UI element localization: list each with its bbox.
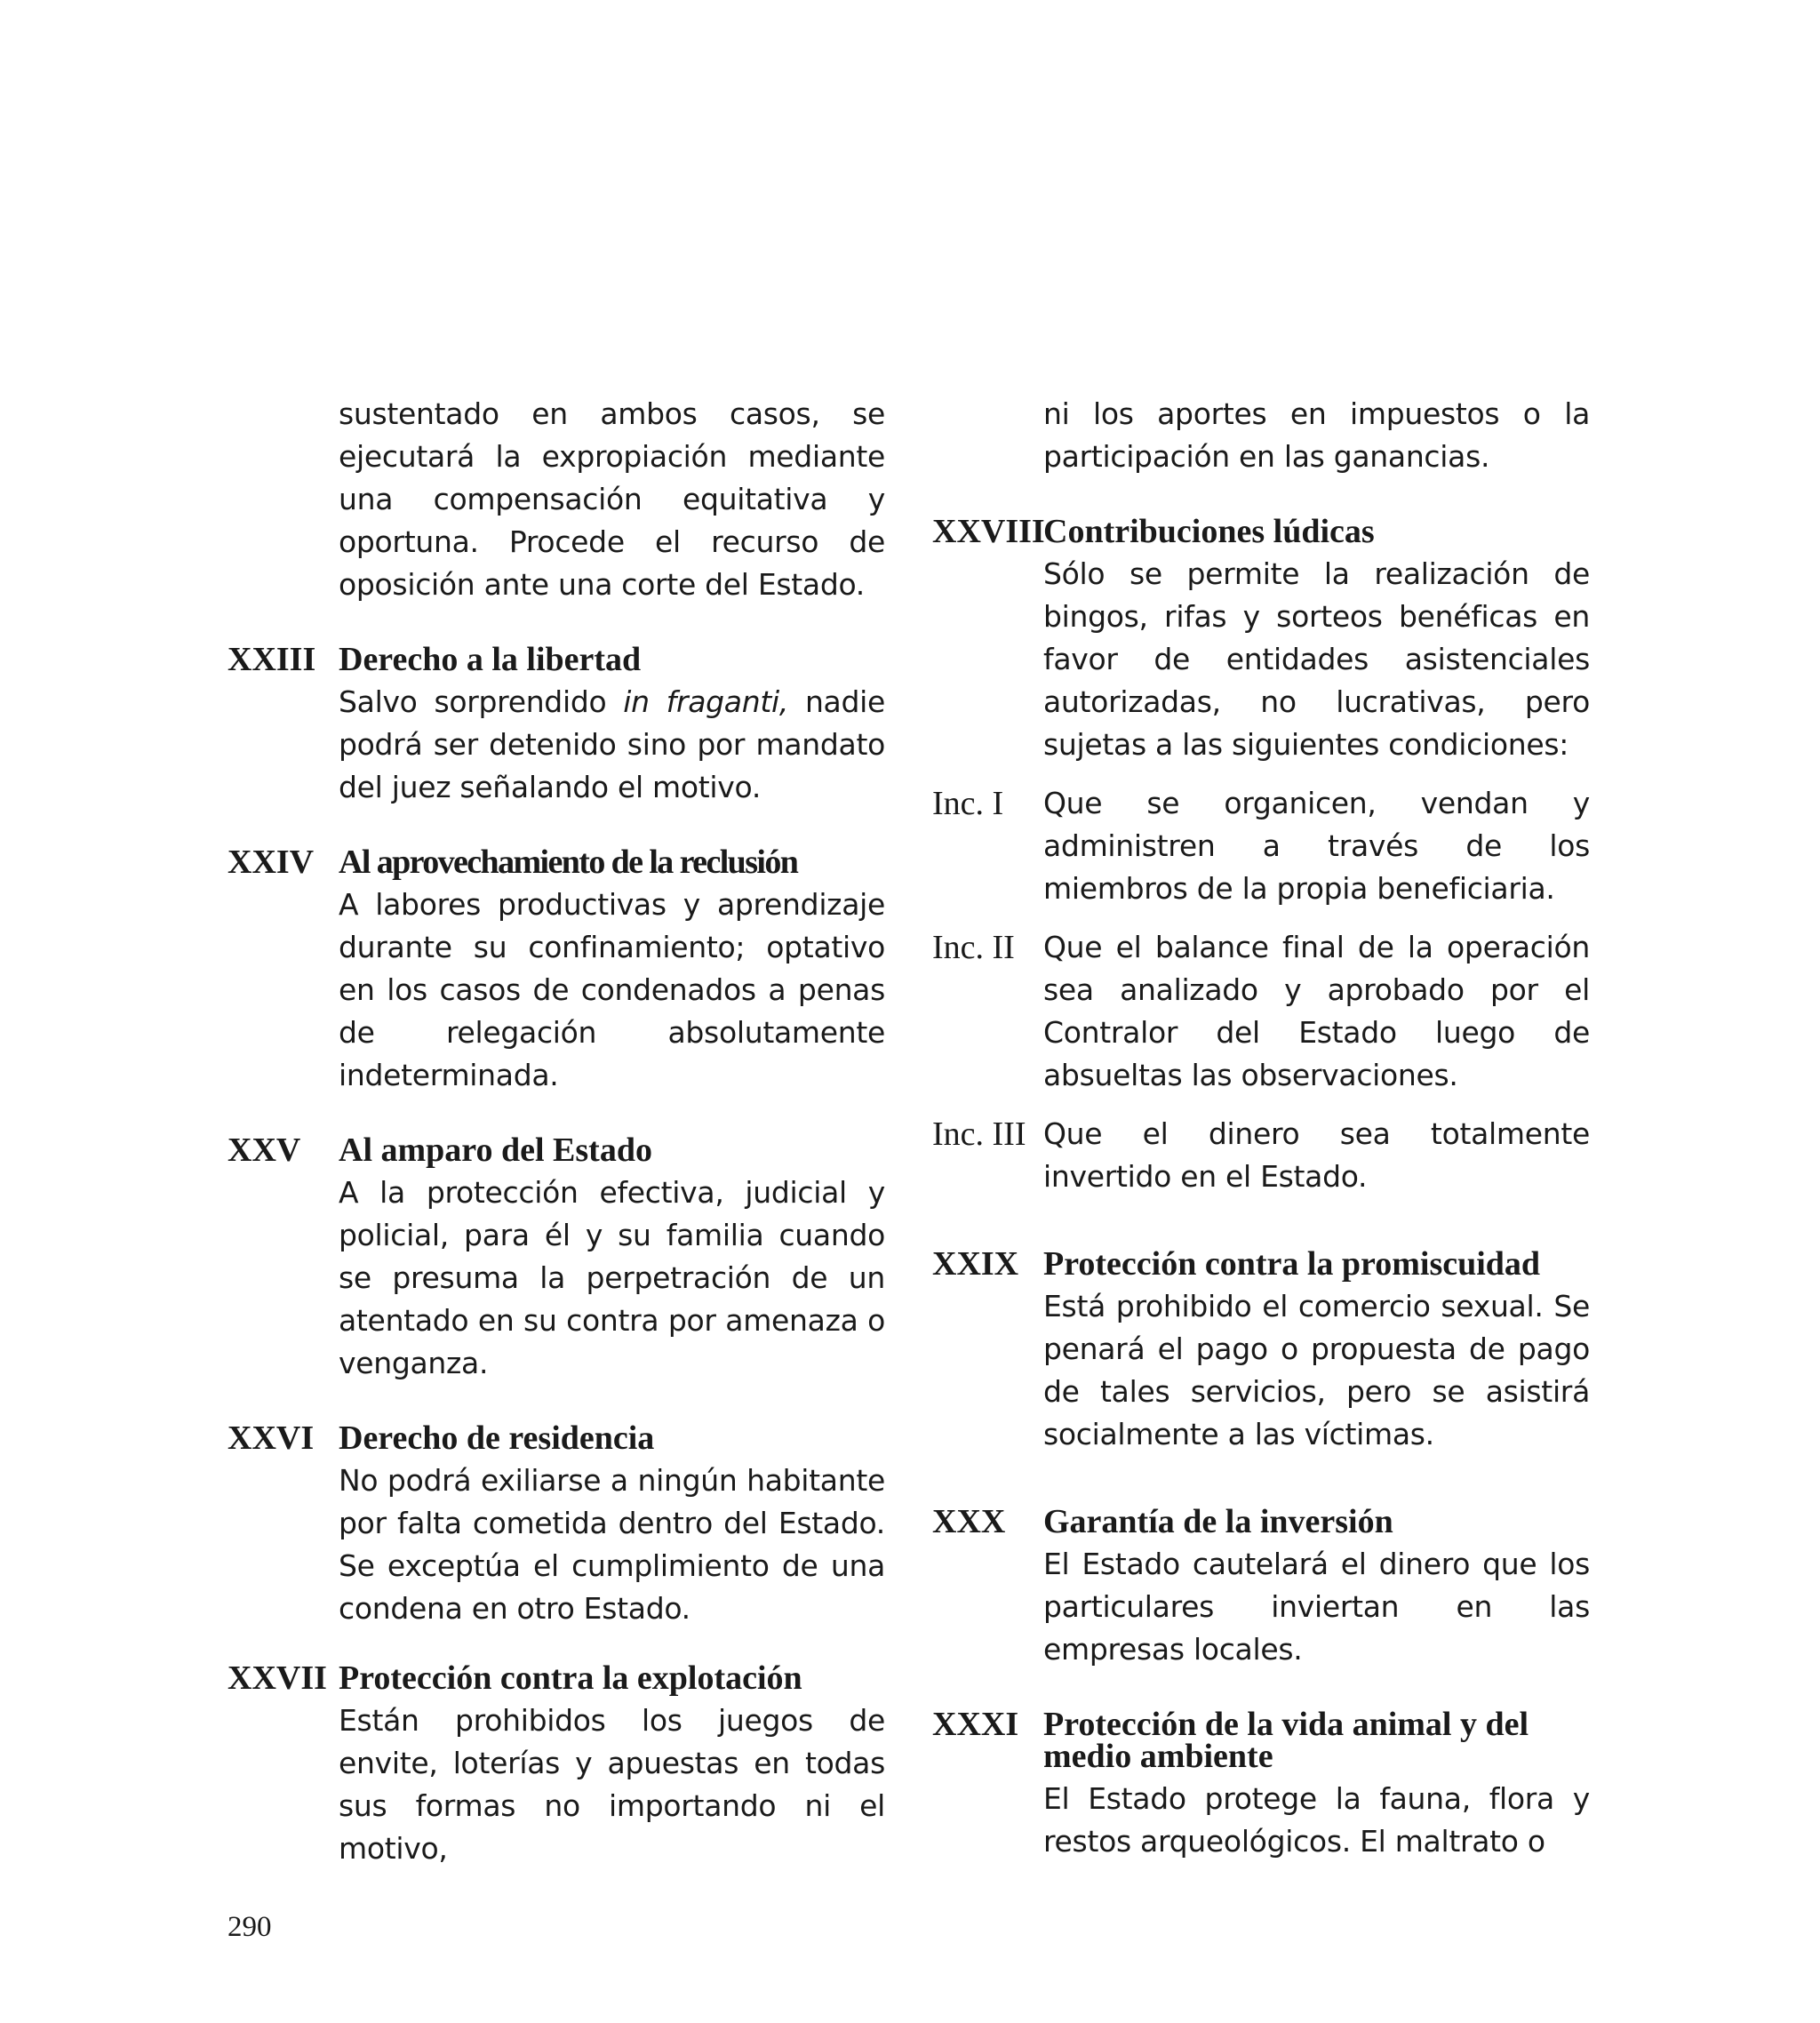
right-column: [932, 393, 1590, 1863]
inciso-ii: [932, 926, 1590, 1097]
article-xxiv: [228, 841, 885, 1097]
italic-term: in fraganti,: [623, 684, 789, 719]
inciso-text: Que el dinero sea totalmente invertido en el Estado.: [1043, 1116, 1590, 1194]
continuation-paragraph: [932, 393, 1590, 478]
article-text: Están prohibidos los juegos de envite, loterías y apuestas en todas sus formas no importando ni el motivo,: [339, 1703, 885, 1866]
article-xxix: [932, 1243, 1590, 1456]
article-numeral: XXIX: [932, 1245, 1019, 1283]
inciso-label: Inc. III: [932, 1115, 1026, 1153]
article-title: Derecho de residencia: [339, 1419, 655, 1457]
article-xxx: [932, 1500, 1590, 1671]
article-numeral: XXVIII: [932, 513, 1045, 550]
article-title: Protección contra la promiscuidad: [1043, 1245, 1541, 1283]
article-xxvi: [228, 1417, 885, 1630]
paragraph-text: sustentado en ambos casos, se ejecutará la expropiación mediante una compensación equitativa y oportuna. Procede el recurso de oposición ante una corte del Estado.: [339, 396, 885, 602]
article-numeral: XXX: [932, 1503, 1006, 1540]
article-text: El Estado protege la fauna, flora y restos arqueológicos. El maltrato o: [1043, 1781, 1590, 1859]
article-title: Contribuciones lúdicas: [1043, 513, 1375, 550]
article-text: El Estado cautelará el dinero que los particulares inviertan en las empresas locales.: [1043, 1547, 1590, 1667]
article-xxiii: [228, 638, 885, 809]
inciso-i: [932, 782, 1590, 910]
article-numeral: XXVI: [228, 1419, 315, 1457]
article-text: Sólo se permite la realización de bingos, rifas y sorteos benéficas en favor de entidades asistenciales autorizadas, no lucrativas, pero sujetas a las siguientes condiciones:: [1043, 556, 1590, 762]
article-text: Salvo sorprendido in fraganti, nadie podrá ser detenido sino por mandato del juez señalando el motivo.: [339, 684, 885, 804]
inciso-label: Inc. II: [932, 929, 1015, 966]
article-title: Protección contra la explotación: [339, 1659, 802, 1697]
paragraph-text: ni los aportes en impuestos o la participación en las ganancias.: [1043, 396, 1590, 474]
article-text: A labores productivas y aprendizaje durante su confinamiento; optativo en los casos de condenados a penas de relegación absolutamente indeterminada.: [339, 887, 885, 1092]
article-xxv: [228, 1129, 885, 1385]
article-title: Al amparo del Estado: [339, 1131, 652, 1169]
article-title: Protección de la vida animal y del medio ambiente: [1043, 1706, 1529, 1775]
inciso-iii: [932, 1113, 1590, 1198]
article-text: A la protección efectiva, judicial y policial, para él y su familia cuando se presuma la perpetración de un atentado en su contra por amenaza o venganza.: [339, 1175, 885, 1380]
continuation-paragraph: [228, 393, 885, 606]
article-numeral: XXIV: [228, 844, 315, 881]
article-title: Garantía de la inversión: [1043, 1503, 1393, 1540]
inciso-text: Que el balance final de la operación sea analizado y aprobado por el Contralor del Estado luego de absueltas las observaciones.: [1043, 930, 1590, 1092]
article-xxvii: [228, 1657, 885, 1870]
article-numeral: XXV: [228, 1131, 301, 1169]
article-numeral: XXVII: [228, 1659, 327, 1697]
article-text: Está prohibido el comercio sexual. Se penará el pago o propuesta de pago de tales servicios, pero se asistirá socialmente a las víctimas.: [1043, 1289, 1590, 1451]
left-column: [228, 393, 885, 1870]
article-title: Derecho a la libertad: [339, 641, 642, 678]
inciso-label: Inc. I: [932, 785, 1004, 822]
page-number: 290: [228, 1911, 272, 1943]
article-xxxi: [932, 1703, 1590, 1863]
inciso-text: Que se organicen, vendan y administren a través de los miembros de la propia beneficiaria.: [1043, 786, 1590, 906]
article-numeral: XXIII: [228, 641, 316, 678]
article-text: No podrá exiliarse a ningún habitante por falta cometida dentro del Estado. Se exceptúa el cumplimiento de una condena en otro Estado.: [339, 1463, 885, 1626]
article-xxviii: [932, 510, 1590, 766]
article-numeral: XXXI: [932, 1706, 1019, 1743]
article-title: Al aprovechamiento de la reclusión: [339, 844, 798, 881]
